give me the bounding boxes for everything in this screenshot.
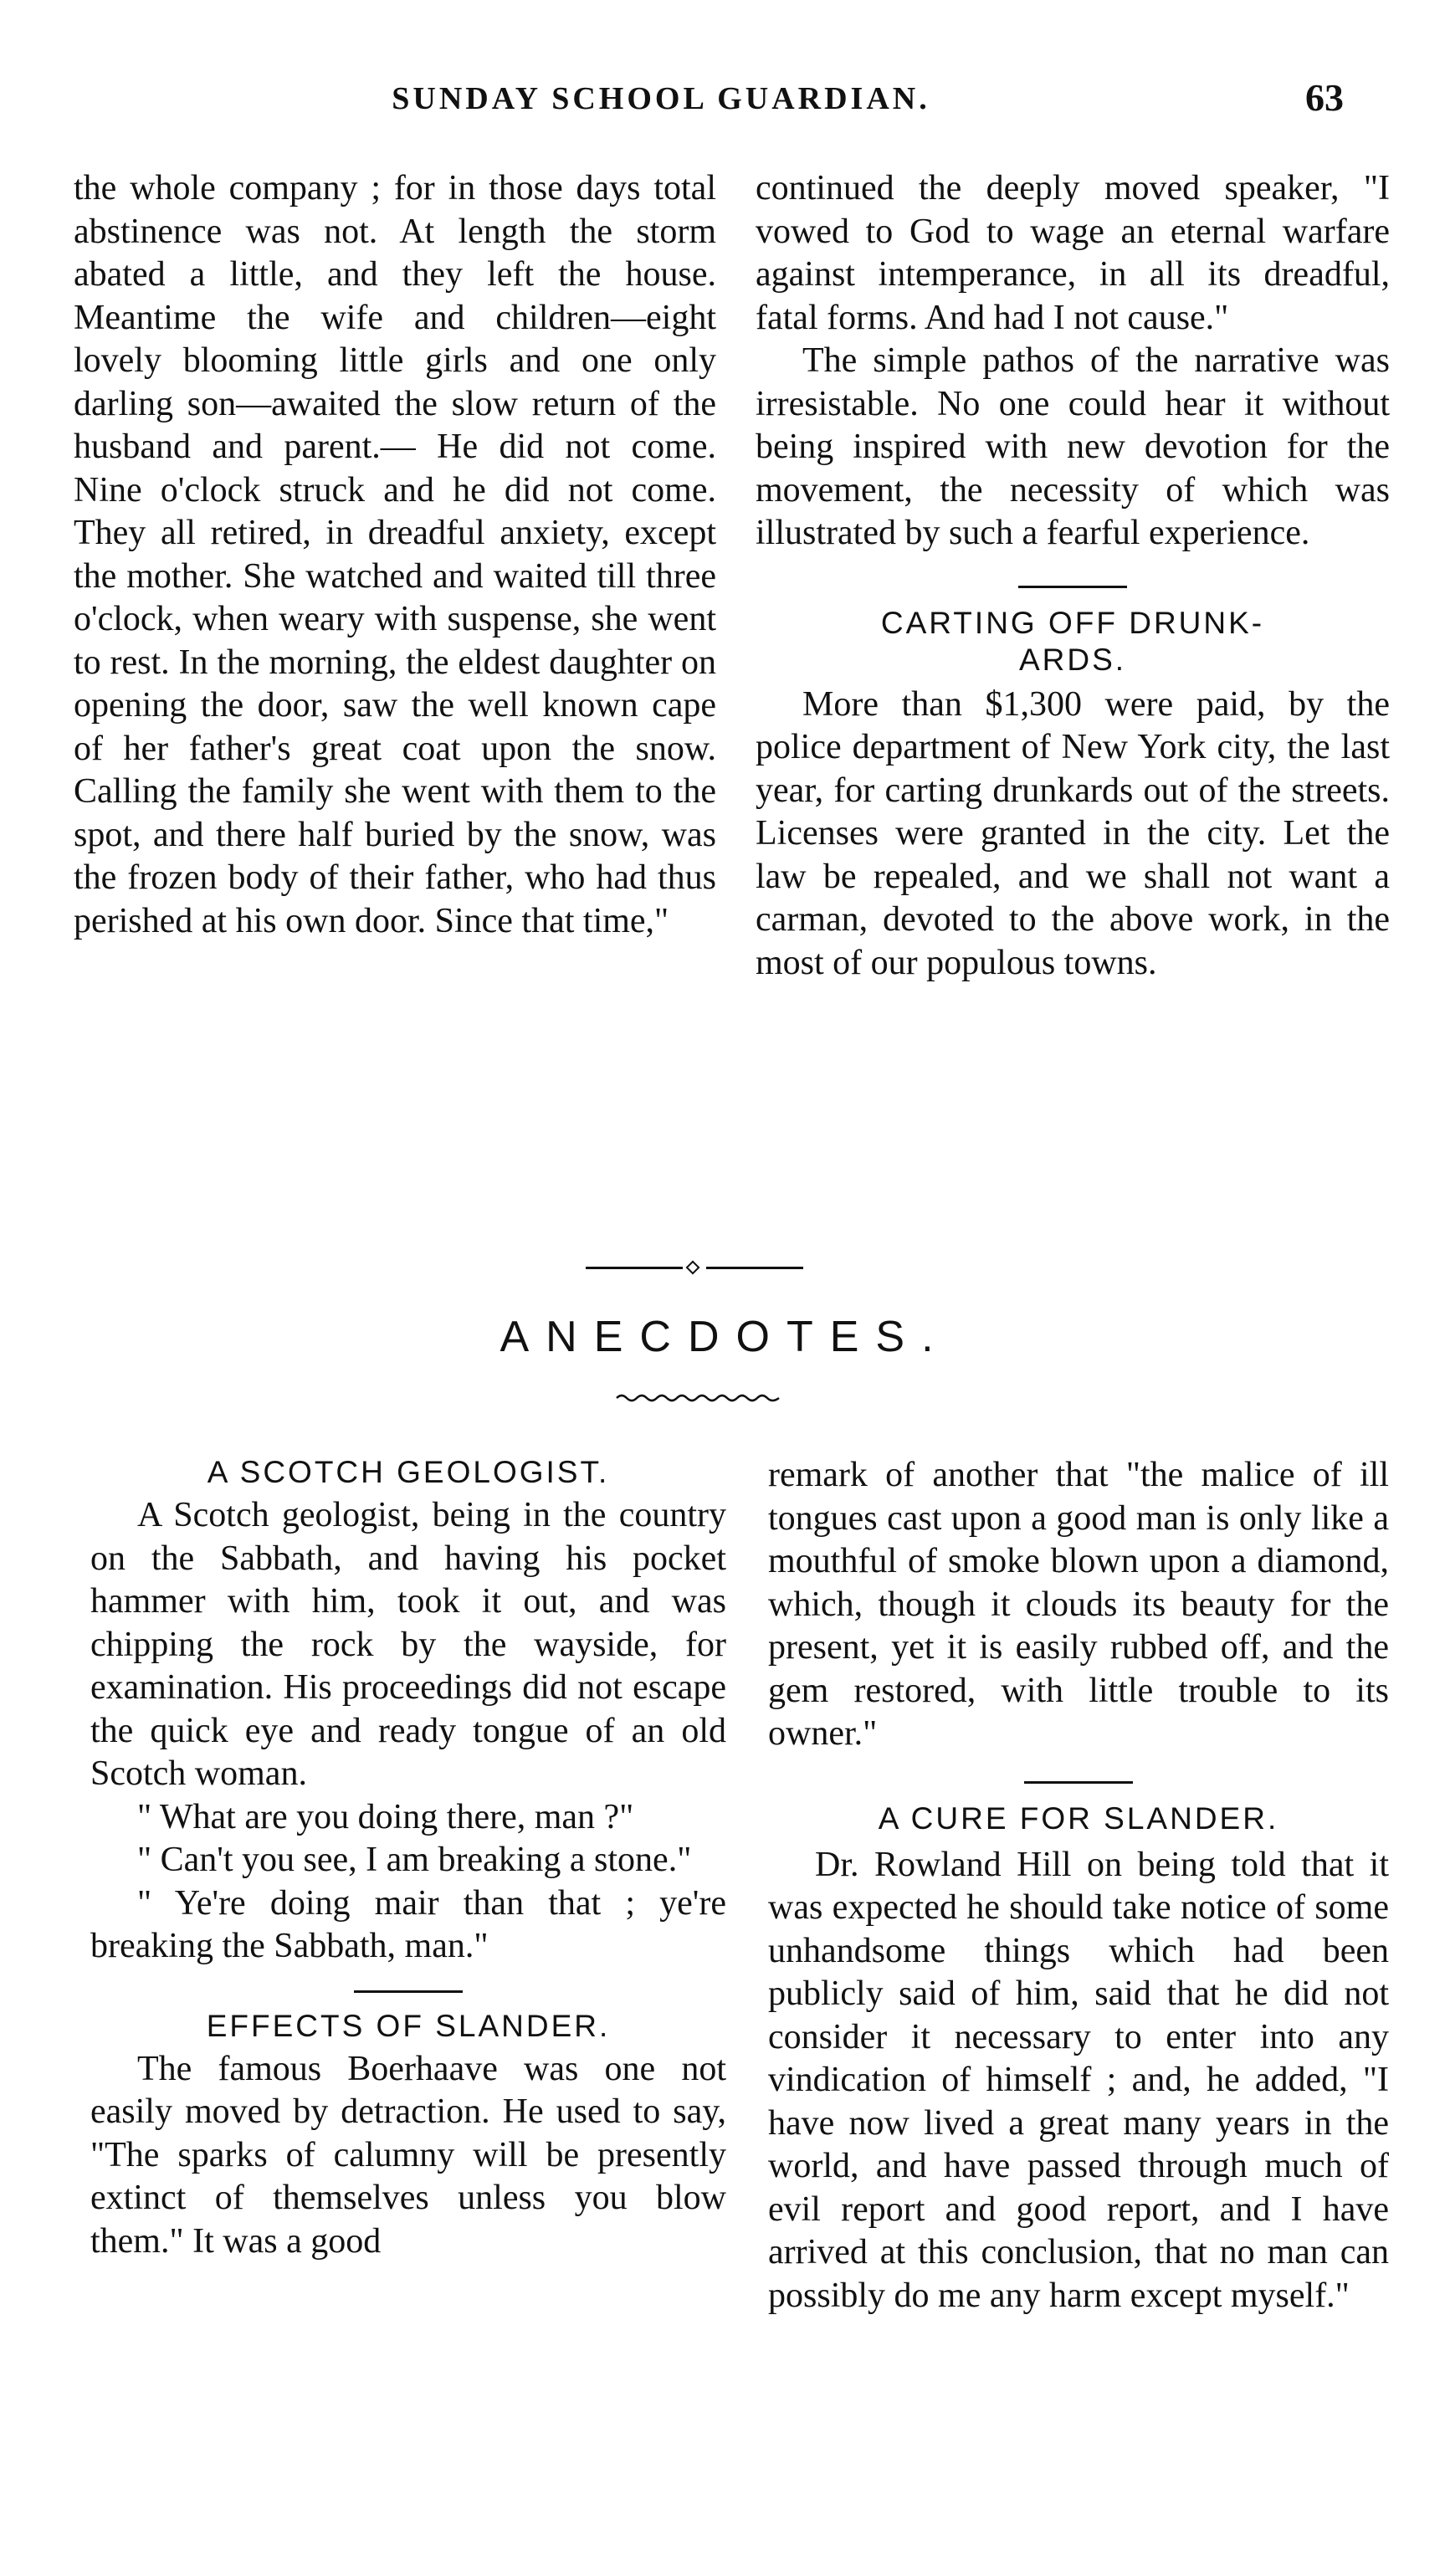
carting-paragraph: More than $1,300 were paid, by the police department of New York city, the last year, for carting drunkards out of the streets. Licenses were granted in the city. Let the law be repealed, and we shall not want a carman, devoted to the above work, in the most of our populous towns. xyxy=(756,684,1390,982)
story-ending-paragraph-1: continued the deeply moved speaker, "I vowed to God to wage an eternal warfare against intemperance, in all its dreadful, fatal forms. And had I not cause." xyxy=(756,169,1390,337)
bottom-left-column xyxy=(90,1454,726,2263)
scotch-paragraph-4: " Ye're doing mair than that ; ye're breaking the Sabbath, man." xyxy=(90,1883,726,1965)
top-left-column xyxy=(74,167,716,943)
anecdotes-heading: ANECDOTES. xyxy=(500,1313,950,1361)
carting-title-line-1: CARTING OFF DRUNK- xyxy=(880,605,1265,640)
carting-title-line-2: ARDS. xyxy=(1018,642,1127,677)
slander-paragraph-right: remark of another that "the malice of ill tongues cast upon a good man is only like a mouthful of smoke blown upon a diamond, which, though it clouds its beauty for the present, yet it is easily rubbed off, and the gem restored, with little trouble to its owner." xyxy=(768,1456,1389,1753)
scotch-paragraph-2: " What are you doing there, man ?" xyxy=(137,1797,634,1836)
cure-for-slander-title: A CURE FOR SLANDER. xyxy=(878,1800,1279,1836)
ornament-rule xyxy=(586,1262,803,1273)
running-head xyxy=(0,76,1450,131)
effects-of-slander-title: EFFECTS OF SLANDER. xyxy=(206,2008,611,2043)
section-divider xyxy=(1018,586,1127,588)
slander-paragraph-left: The famous Boerhaave was one not easily moved by detraction. He used to say, "The sparks of calumny will be presently extinct of themselves unless you blow them." It was a good xyxy=(90,2049,726,2261)
running-title: SUNDAY SCHOOL GUARDIAN. xyxy=(392,81,930,116)
scotch-geologist-title: A SCOTCH GEOLOGIST. xyxy=(207,1455,610,1489)
section-divider xyxy=(354,1990,463,1993)
scotch-paragraph-3: " Can't you see, I am breaking a stone." xyxy=(137,1841,692,1879)
story-ending-paragraph-2: The simple pathos of the narrative was irresistable. No one could hear it without being inspired with new devotion for the movement, the necessity of which was illustrated by such a fearful experience. xyxy=(756,341,1390,552)
section-divider xyxy=(1024,1781,1133,1784)
scotch-paragraph-1: A Scotch geologist, being in the country on the Sabbath, and having his pocket hammer with him, took it out, and was chipping the rock by the wayside, for examination. His proceedings did not escape the quick eye and ready tongue of an old Scotch woman. xyxy=(90,1496,726,1793)
cure-paragraph: Dr. Rowland Hill on being told that it was expected he should take notice of some unhandsome things which had been publicly said of him, said that he did not consider it necessary to enter into any vindication of himself ; and, he added, "I have now lived a great many years in the world, and have passed through much of evil report and good report, and I have arrived at this conclusion, that no man can possibly do me any harm except myself." xyxy=(768,1845,1389,2315)
wavy-ornament xyxy=(615,1392,782,1404)
top-right-column xyxy=(756,167,1390,985)
story-continuation-paragraph: the whole company ; for in those days total abstinence was not. At length the storm abated a little, and they left the house. Meantime the wife and children—eight lovely blooming little girls and one only darling son—awaited the slow return of the husband and parent.— He did not come. Nine o'clock struck and he did not come. They all retired, in dreadful anxiety, except the mother. She watched and waited till three o'clock, when weary with suspense, she went to rest. In the morning, the eldest daughter on opening the door, saw the well known cape of her father's great coat upon the snow. Calling the family she went with them to the spot, and there half buried by the snow, was the frozen body of their father, who had thus perished at his own door. Since that time," xyxy=(74,169,716,940)
page-number: 63 xyxy=(1305,76,1344,119)
bottom-right-column xyxy=(768,1454,1389,2317)
